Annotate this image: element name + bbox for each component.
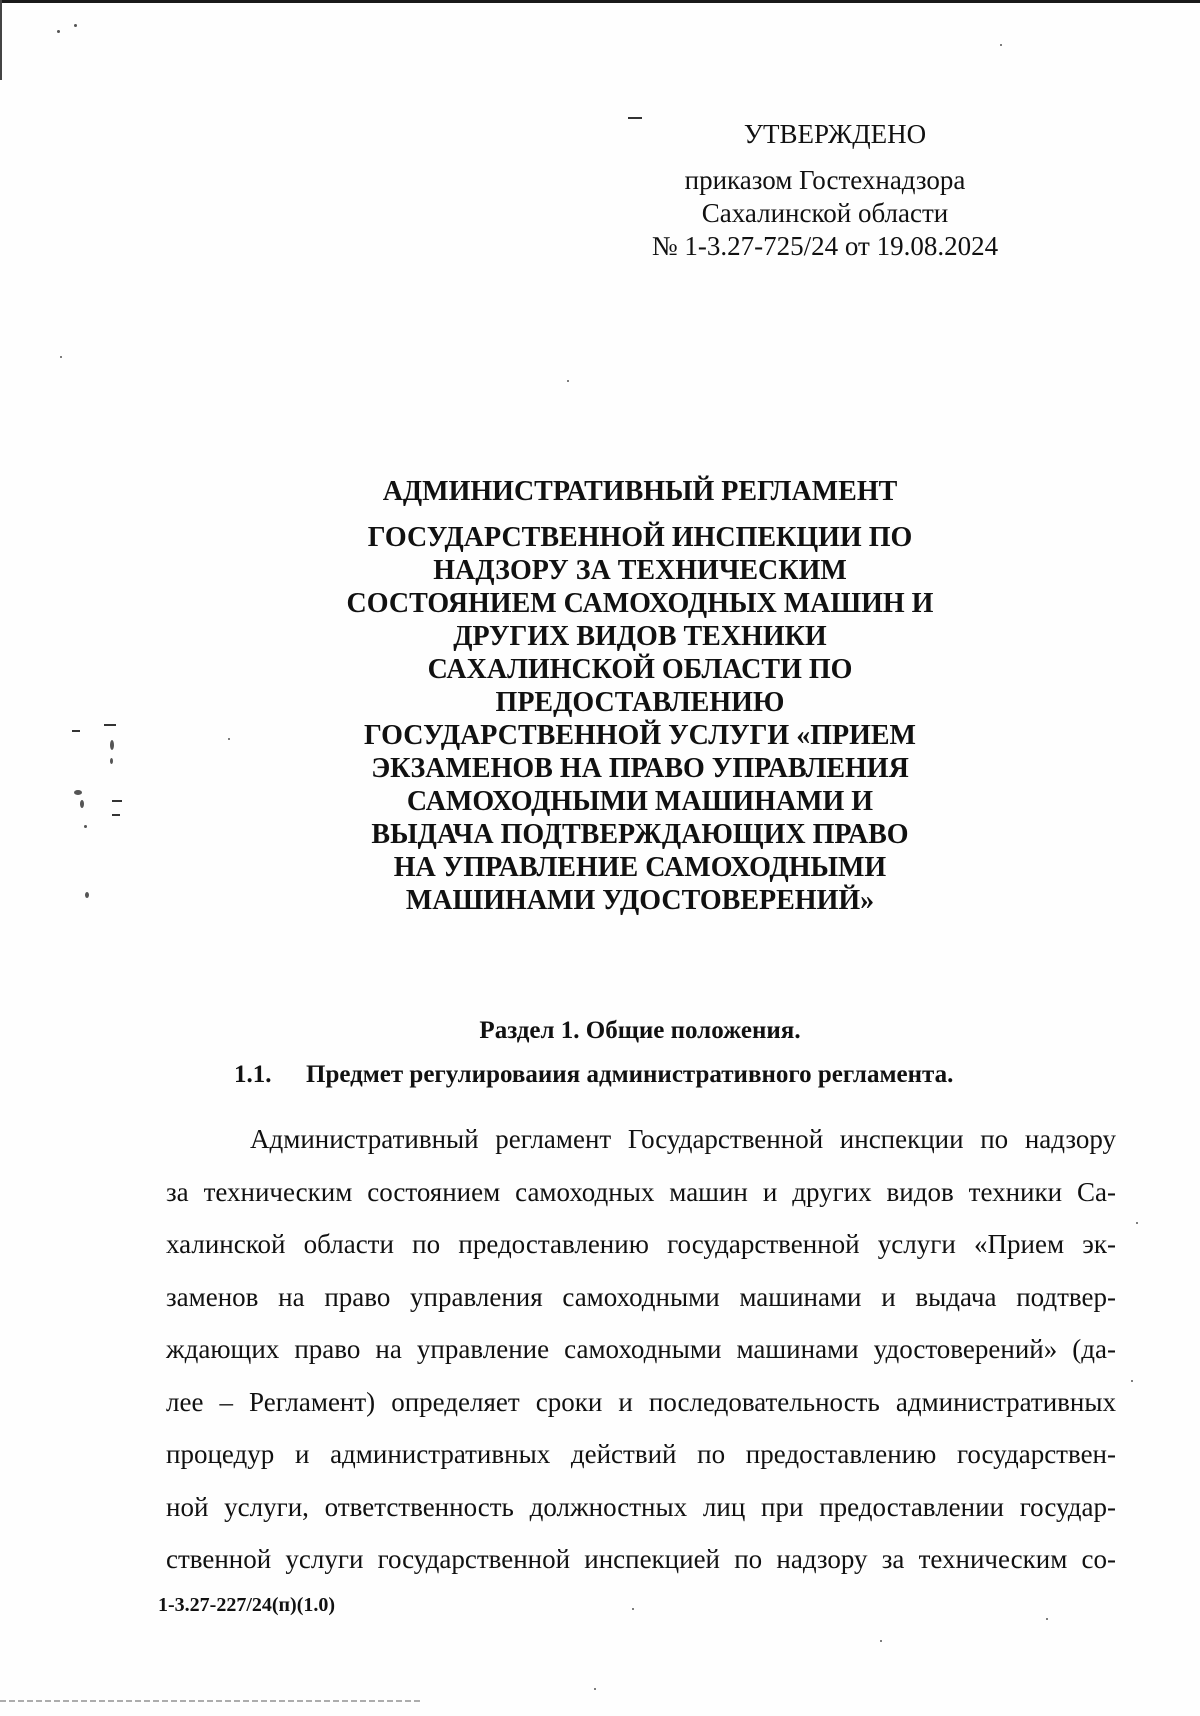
body-line: ственной услуги государственной инспекцией по надзору за техническим со- bbox=[166, 1544, 1116, 1574]
document-title-line: ДРУГИХ ВИДОВ ТЕХНИКИ bbox=[453, 621, 827, 652]
subsection-title: Предмет регулироваиия административного регламента. bbox=[306, 1061, 954, 1088]
document-title-line: САХАЛИНСКОЙ ОБЛАСТИ ПО bbox=[427, 654, 853, 685]
scan-speck bbox=[1000, 44, 1002, 46]
body-line: заменов на право управления самоходными машинами и выдача подтвер- bbox=[166, 1281, 1116, 1312]
body-line: халинской области по предоставлению государственной услуги «Прием эк- bbox=[166, 1229, 1116, 1259]
scan-speck bbox=[112, 814, 120, 816]
footer-document-code: 1-3.27-227/24(п)(1.0) bbox=[158, 1594, 336, 1616]
scan-speck bbox=[1046, 1618, 1048, 1620]
subsection-heading bbox=[234, 1060, 1114, 1090]
scan-speck bbox=[567, 380, 569, 382]
scan-speck bbox=[80, 800, 84, 808]
document-title-line: ГОСУДАРСТВЕННОЙ ИНСПЕКЦИИ ПО bbox=[367, 522, 913, 553]
scan-speck bbox=[110, 758, 113, 764]
scan-edge-left bbox=[0, 0, 2, 80]
scan-edge-top bbox=[0, 0, 1200, 3]
scan-speck bbox=[112, 800, 122, 802]
subsection-number: 1.1. bbox=[234, 1061, 272, 1088]
document-title bbox=[300, 475, 980, 917]
document-title-line: ВЫДАЧА ПОДТВЕРЖДАЮЩИХ ПРАВО bbox=[371, 819, 909, 850]
scan-speck bbox=[60, 356, 62, 358]
document-title-main: АДМИНИСТРАТИВНЫЙ РЕГЛАМЕНТ bbox=[382, 476, 898, 507]
body-line: процедур и административных действий по предоставлению государствен- bbox=[166, 1439, 1116, 1469]
approval-line: приказом Гостехнадзора bbox=[684, 165, 966, 195]
scan-speck bbox=[57, 30, 60, 33]
approval-block bbox=[600, 118, 1050, 263]
document-title-line: ЭКЗАМЕНОВ НА ПРАВО УПРАВЛЕНИЯ bbox=[371, 753, 909, 784]
body-line: ждающих право на управление самоходными машинами удостоверений» (да- bbox=[166, 1334, 1116, 1364]
body-line: ной услуги, ответственность должностных лиц при предоставлении государ- bbox=[166, 1491, 1116, 1522]
body-line: лее – Регламент) определяет сроки и последовательность административных bbox=[166, 1386, 1116, 1417]
approval-line: № 1-3.27-725/24 от 19.08.2024 bbox=[651, 231, 999, 261]
scan-speck bbox=[72, 730, 80, 732]
scan-speck bbox=[74, 790, 82, 795]
scan-speck bbox=[228, 738, 230, 740]
scan-speck bbox=[632, 1608, 634, 1610]
document-title-line: СОСТОЯНИЕМ САМОХОДНЫХ МАШИН И bbox=[346, 588, 934, 619]
scan-speck bbox=[110, 740, 114, 750]
document-title-line: САМОХОДНЫМИ МАШИНАМИ И bbox=[406, 786, 874, 817]
document-title-line: НА УПРАВЛЕНИЕ САМОХОДНЫМИ bbox=[393, 852, 887, 883]
body-paragraph bbox=[166, 1113, 1116, 1586]
scan-speck bbox=[1131, 1380, 1133, 1382]
scan-speck bbox=[84, 825, 87, 828]
section-heading: Раздел 1. Общие положения. bbox=[479, 1017, 801, 1044]
approval-line: Сахалинской области bbox=[701, 198, 949, 228]
document-title-line: ПРЕДОСТАВЛЕНИЮ bbox=[495, 687, 785, 718]
document-title-line: НАДЗОРУ ЗА ТЕХНИЧЕСКИМ bbox=[433, 555, 847, 586]
scan-speck bbox=[85, 892, 89, 898]
scan-speck bbox=[104, 724, 116, 726]
scan-edge-bottom bbox=[0, 1700, 420, 1702]
scan-speck bbox=[74, 24, 77, 27]
scan-speck bbox=[880, 1640, 882, 1642]
approval-title: УТВЕРЖДЕНО bbox=[743, 119, 927, 149]
scan-speck bbox=[1136, 1222, 1138, 1224]
document-title-line: ГОСУДАРСТВЕННОЙ УСЛУГИ «ПРИЕМ bbox=[364, 720, 916, 751]
body-line: Административный регламент Государственной инспекции по надзору bbox=[250, 1124, 1116, 1154]
body-line: за техническим состоянием самоходных машин и других видов техники Са- bbox=[166, 1176, 1116, 1207]
scan-speck bbox=[594, 1688, 596, 1690]
document-title-line: МАШИНАМИ УДОСТОВЕРЕНИЙ» bbox=[405, 885, 875, 916]
